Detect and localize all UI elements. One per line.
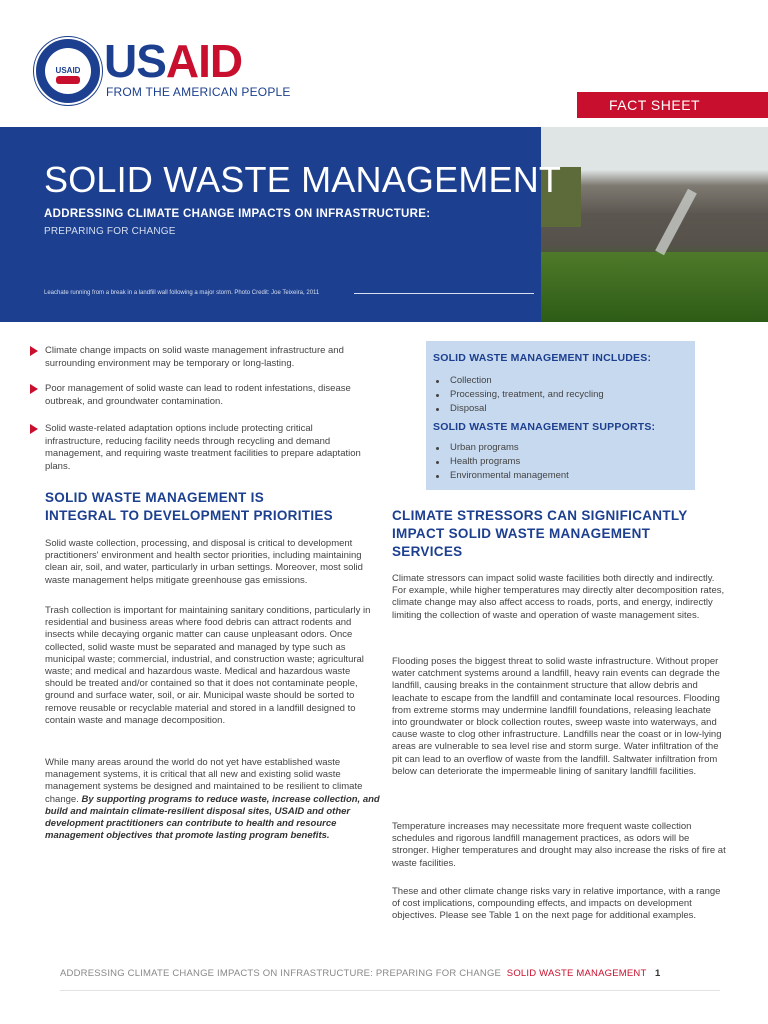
bullet-dot-icon [436,461,439,464]
list-item-text: Health programs [450,456,521,467]
key-point [30,345,370,371]
info-box [426,341,695,490]
paragraph-emphasis: By supporting programs to reduce waste, increase collection, and build and maintain climate-resilient disposal sites, USAID and other development practitioners can contribute to health and resource management objectives that promote lasting program benefits. [45,793,380,842]
paragraph-text: While many areas around the world do not yet have established waste management systems, it is critical that all new and existing solid waste management systems be designed and maintained to be resilient to climate change. [45,757,363,805]
triangle-bullet-icon [30,346,38,356]
triangle-bullet-icon [30,424,38,434]
key-point [30,423,370,475]
fact-sheet-label: FACT SHEET [609,97,701,113]
photo-grass [541,252,768,322]
wordmark-aid: AID [165,35,243,87]
usaid-seal-icon [34,37,102,105]
paragraph: Trash collection is important for maintaining sanitary conditions, particularly in residential and business areas where food debris can attract rodents and insects while decaying organic matter can cause unpleasant odors. Once collected, solid waste must be separated and managed by type such as municipal waste; commercial, industrial, and construction waste; agricultural waste; and medical and hazardous waste. Medical and hazardous waste should be treated and/or contained so that it does not contaminate people, ground and surface water, soil, or air. Municipal waste should be sorted to remove reusable or recyclable material and stored in a landfill designed to contain waste and manage decomposition. [45,605,371,726]
section-heading-climate-stressors [392,507,737,561]
page-subtitle: ADDRESSING CLIMATE CHANGE IMPACTS ON INFRASTRUCTURE: [44,208,431,220]
key-point [30,383,370,409]
section-heading-development [45,489,385,525]
list-item-text: Processing, treatment, and recycling [450,389,604,400]
key-point-text: Poor management of solid waste can lead to rodent infestations, disease outbreak, and groundwater contamination. [45,383,351,407]
box-heading-includes: SOLID WASTE MANAGEMENT INCLUDES: [433,352,652,364]
tagline: FROM THE AMERICAN PEOPLE [106,85,291,99]
paragraph: Solid waste collection, processing, and disposal is critical to development practitioners' environment and health sector priorities, including maintaining clean air, soil, and water, particularly in urban settings. Moreover, most solid waste management helps mitigate greenhouse gas emissions. [45,538,363,586]
heading-line: IMPACT SOLID WASTE MANAGEMENT [392,526,651,541]
list-item-text: Disposal [450,403,487,414]
page-number: 1 [655,968,661,979]
key-point-text: Solid waste-related adaptation options include protecting critical infrastructure, reducing facility needs through recycling and demand management, and requiring waste treatment facilities to prepare adaptation plans. [45,423,361,472]
triangle-bullet-icon [30,384,38,394]
box-heading-supports: SOLID WASTE MANAGEMENT SUPPORTS: [433,421,656,433]
paragraph: Climate stressors can impact solid waste facilities both directly and indirectly. For example, while higher temperatures may directly alter decomposition rates, climate change may also affect access to roads, ports, and energy, indirectly limiting the collection of waste and operation of waste management sites. [392,573,725,621]
handshake-icon [56,76,80,84]
caption-rule [354,293,534,294]
photo-leachate-stream [655,189,697,256]
usaid-wordmark [104,35,243,87]
heading-line: SERVICES [392,544,463,559]
page-subtitle-secondary: PREPARING FOR CHANGE [44,226,176,237]
fact-sheet-banner [577,92,768,118]
wordmark-us: US [104,35,166,87]
landfill-photo [541,127,768,322]
bullet-dot-icon [436,408,439,411]
bullet-dot-icon [436,475,439,478]
list-item-text: Environmental management [450,470,569,481]
page-title: SOLID WASTE MANAGEMENT [44,159,562,200]
paragraph: Flooding poses the biggest threat to solid waste infrastructure. Without proper water catchment systems around a landfill, heavy rain events can degrade the landfill, causing breaks in the containment structure that allow debris and leachate to escape from the landfill and contaminate local resources. Flooding from extreme storms may undermine landfill foundations, releasing leachate into groundwater or block collection routes, sweep waste into waterways, and cause waste to clog other infrastructure. Landfills near the coast or in low-lying areas are vulnerable to sea level rise and storm surge. Water infiltration of the pit can lead to an overflow of waste from the landfill. Saltwater infiltration from below can deteriorate the impermeable lining of sanitary landfill facilities. [392,656,722,777]
footer-topic: SOLID WASTE MANAGEMENT [506,968,647,979]
footer-rule [60,990,720,991]
heading-line: SOLID WASTE MANAGEMENT IS [45,490,265,505]
bullet-dot-icon [436,394,439,397]
seal-label: USAID [55,66,81,75]
key-point-text: Climate change impacts on solid waste management infrastructure and surrounding environment may be temporary or long-lasting. [45,345,344,369]
page-footer [60,968,661,979]
photo-caption: Leachate running from a break in a landfill wall following a major storm. Photo Credit: Joe Teixeira, 2011 [44,290,320,296]
paragraph [45,757,380,842]
list-item-text: Collection [450,375,492,386]
footer-series-title: ADDRESSING CLIMATE CHANGE IMPACTS ON INFRASTRUCTURE: PREPARING FOR CHANGE [60,968,502,979]
bullet-dot-icon [436,380,439,383]
list-item-text: Urban programs [450,442,519,453]
heading-line: INTEGRAL TO DEVELOPMENT PRIORITIES [45,508,333,523]
paragraph: These and other climate change risks vary in relative importance, with a range of cost implications, compounding effects, and impacts on development objectives. Please see Table 1 on the next page for additional examples. [392,886,721,922]
paragraph: Temperature increases may necessitate more frequent waste collection schedules and rigorous landfill management practices, as odors will be stronger. Higher temperatures and drought may also increase the risks of fire at waste facilities. [392,821,726,869]
heading-line: CLIMATE STRESSORS CAN SIGNIFICANTLY [392,508,688,523]
bullet-dot-icon [436,447,439,450]
